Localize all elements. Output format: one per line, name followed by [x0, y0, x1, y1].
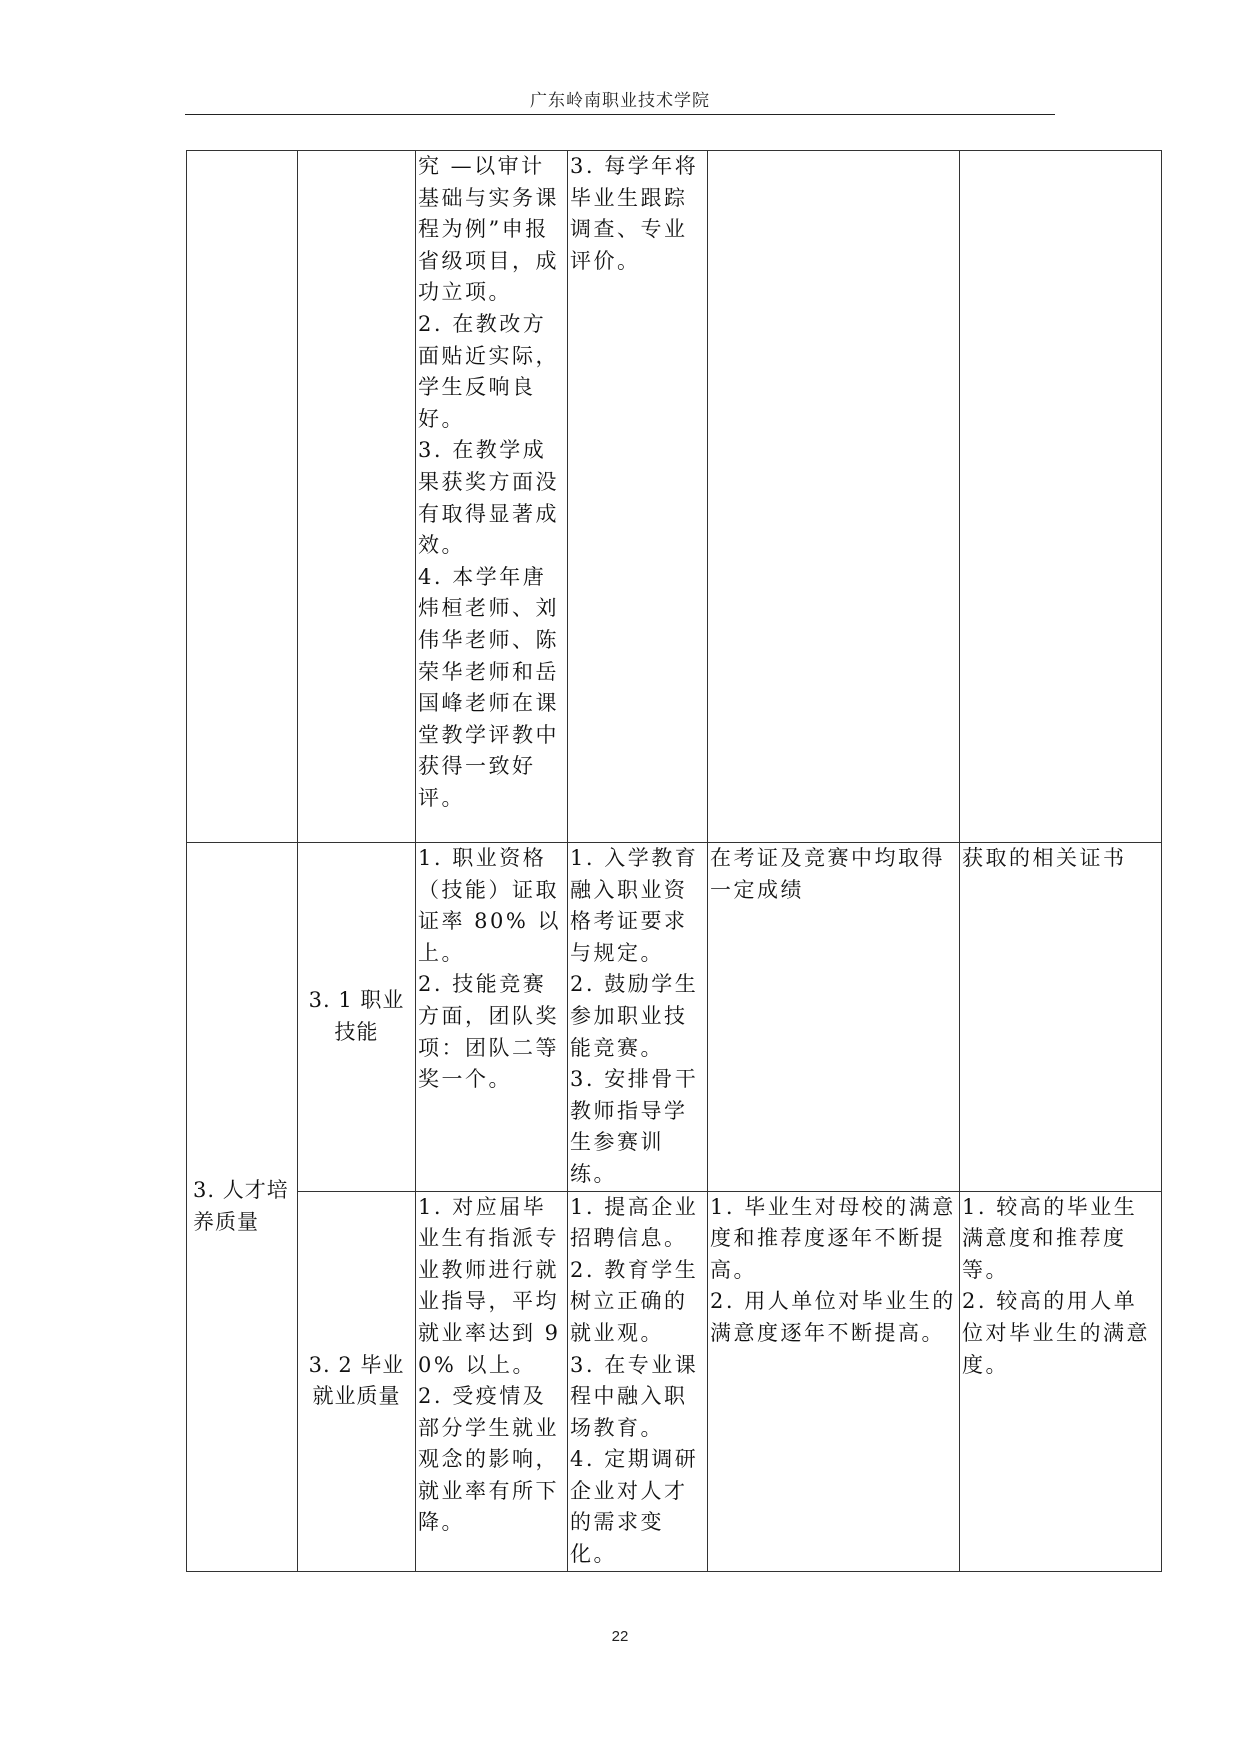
paragraph: 3. 在专业课程中融入职场教育。: [570, 1352, 699, 1440]
paragraph: 1. 对应届毕业生有指派专业教师进行就业指导，平均就业率达到 90% 以上。: [418, 1194, 561, 1377]
paragraph: 3. 在教学成果获奖方面没有取得显著成效。: [418, 438, 559, 558]
paragraph: 1. 毕业生对母校的满意度和推荐度逐年不断提高。: [710, 1194, 956, 1282]
paragraph: 4. 本学年唐炜桓老师、刘伟华老师、陈荣华老师和岳国峰老师在课堂教学评教中获得一致好评。: [418, 564, 559, 810]
paragraph: 3. 安排骨干教师指导学生参赛训练。: [570, 1067, 699, 1186]
cell-talent-quality-label: 3. 人才培养质量: [187, 843, 298, 1572]
paragraph: 1. 提高企业招聘信息。: [570, 1194, 699, 1251]
cell-employment-measures: [568, 1191, 708, 1571]
evaluation-table: [186, 150, 1162, 1572]
paragraph: 2. 受疫情及部分学生就业观念的影响，就业率有所下降。: [418, 1384, 559, 1535]
page-header-title: 广东岭南职业技术学院: [530, 91, 710, 111]
cell-level1-empty: [187, 151, 298, 843]
paragraph: 2. 鼓励学生参加职业技能竞赛。: [570, 972, 699, 1060]
cell-vocational-target: 在考证及竞赛中均取得一定成绩: [708, 843, 960, 1192]
cell-vocational-skills-label: 3. 1 职业技能: [298, 843, 416, 1192]
cell-employment-target: [708, 1191, 960, 1571]
cell-vocational-evidence: 获取的相关证书: [960, 843, 1162, 1192]
cell-measures-continued: [568, 151, 708, 843]
table-row-vocational-skills: [187, 843, 1162, 1192]
paragraph: 1. 职业资格（技能）证取证率 80% 以上。: [418, 846, 562, 965]
paragraph: 1. 较高的毕业生满意度和推荐度等。: [962, 1194, 1138, 1282]
page-number: 22: [611, 1628, 629, 1645]
cell-target-empty: [708, 151, 960, 843]
cell-vocational-status: [416, 843, 568, 1192]
paragraph: 2. 用人单位对毕业生的满意度逐年不断提高。: [710, 1289, 956, 1345]
paragraph: 3. 每学年将毕业生跟踪调查、专业评价。: [570, 154, 699, 273]
table-row-employment-quality: [187, 1191, 1162, 1571]
paragraph: 4. 定期调研企业对人才的需求变化。: [570, 1447, 699, 1567]
paragraph: 2. 技能竞赛方面，团队奖项：团队二等奖一个。: [418, 972, 559, 1092]
cell-vocational-measures: [568, 843, 708, 1192]
cell-employment-evidence: [960, 1191, 1162, 1571]
header-divider: [185, 114, 1055, 115]
paragraph: 2. 较高的用人单位对毕业生的满意度。: [962, 1289, 1150, 1377]
cell-employment-status: [416, 1191, 568, 1571]
cell-level2-empty: [298, 151, 416, 843]
paragraph: 1. 入学教育融入职业资格考证要求与规定。: [570, 846, 699, 965]
paragraph: 2. 在教改方面贴近实际，学生反响良好。: [418, 311, 559, 431]
paragraph: 究 —以审计基础与实务课程为例”申报省级项目，成功立项。: [418, 154, 559, 305]
cell-employment-quality-label: 3. 2 毕业就业质量: [298, 1191, 416, 1571]
cell-status-continued: [416, 151, 568, 843]
paragraph: 2. 教育学生树立正确的就业观。: [570, 1257, 699, 1345]
cell-evidence-empty: [960, 151, 1162, 843]
table-row-continuation: [187, 151, 1162, 843]
